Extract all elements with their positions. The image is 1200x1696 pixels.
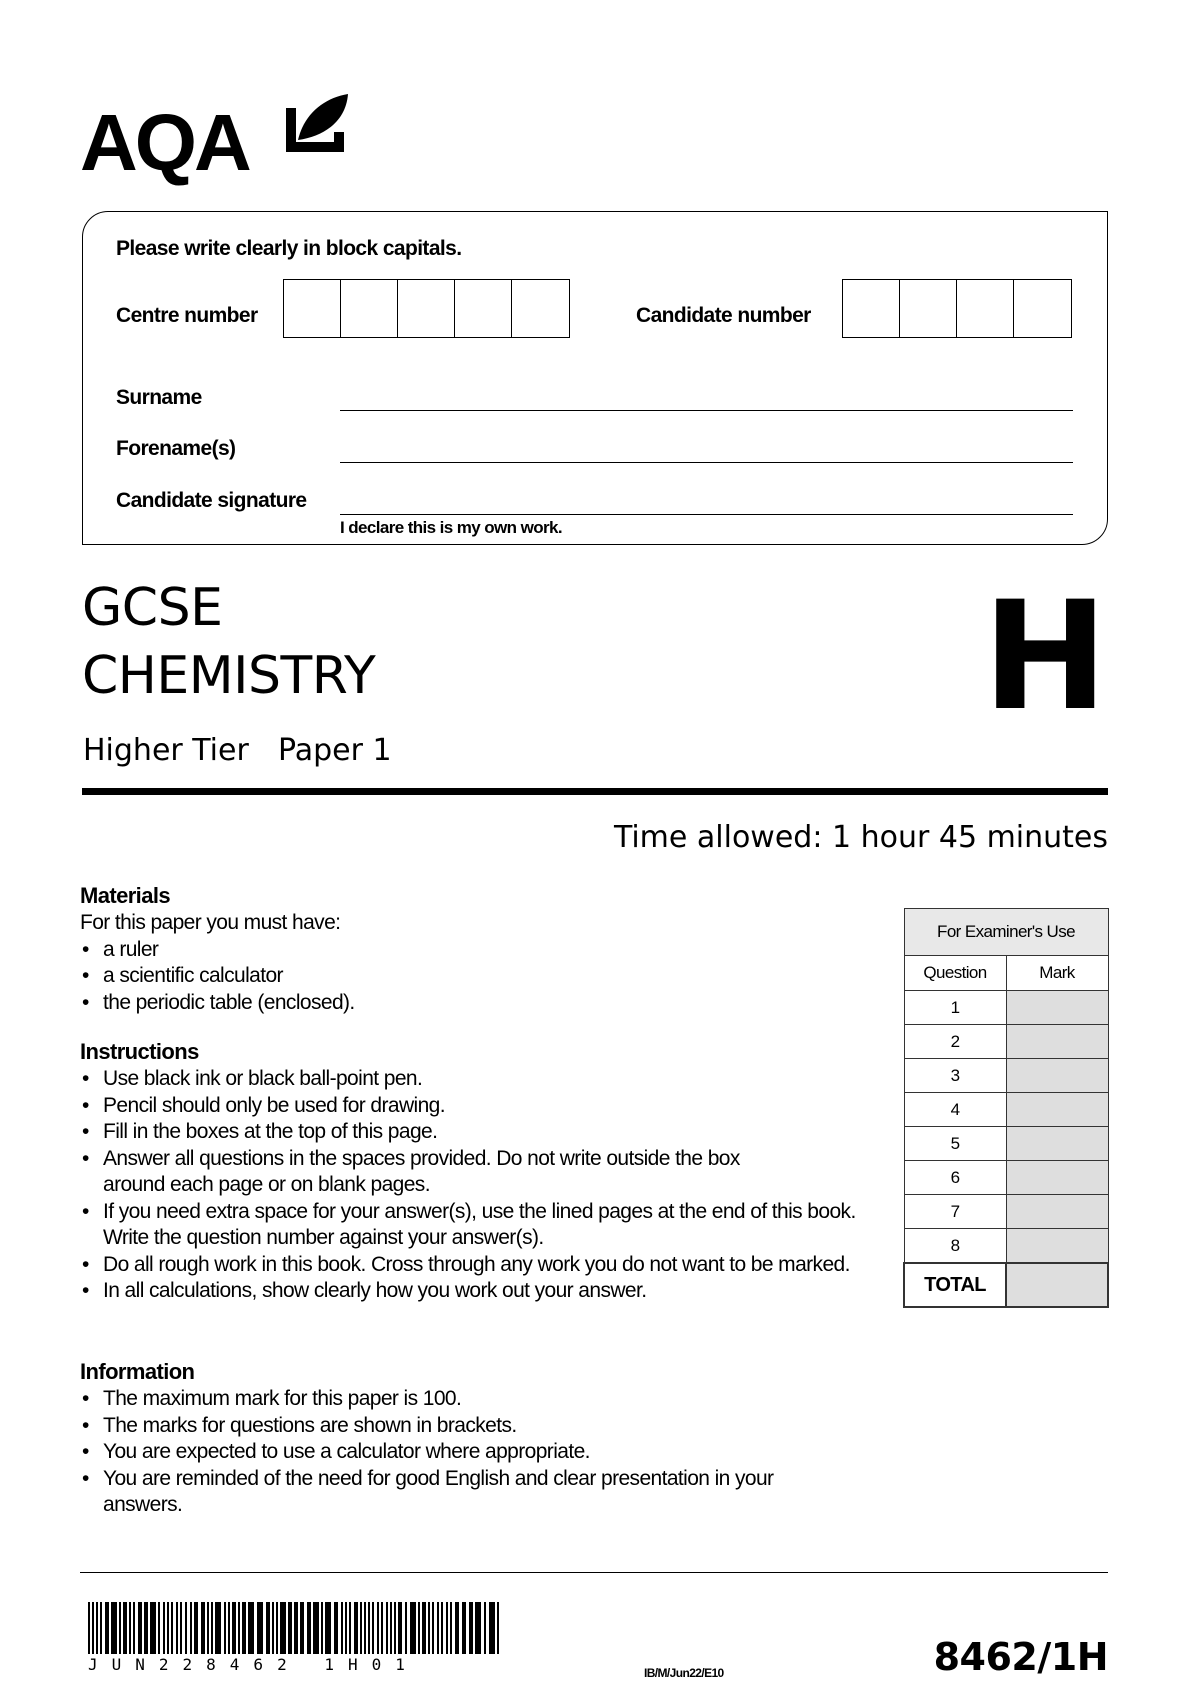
instructions-item: • Use black ink or black ball-point pen. — [80, 1066, 870, 1093]
block-capitals-instruction: Please write clearly in block capitals. — [116, 237, 462, 260]
question-number: 6 — [904, 1161, 1006, 1195]
question-number: 3 — [904, 1059, 1006, 1093]
instructions-item: • Fill in the boxes at the top of this page. — [80, 1119, 870, 1146]
footer-divider — [80, 1572, 1108, 1573]
mark-cell — [1006, 991, 1108, 1025]
mark-cell — [1006, 1161, 1108, 1195]
aqa-logo — [80, 88, 350, 188]
table-row — [904, 991, 1108, 1025]
question-number: 5 — [904, 1127, 1006, 1161]
table-row — [904, 1127, 1108, 1161]
logo-mark-icon — [284, 94, 348, 152]
instructions-item: • If you need extra space for your answer(s), use the lined pages at the end of this book. Write the question number against your answer(s). — [80, 1199, 870, 1252]
forename-label: Forename(s) — [116, 437, 236, 460]
table-row — [904, 1229, 1108, 1264]
instructions-section — [80, 1038, 870, 1305]
paper-label: Paper 1 — [278, 733, 392, 768]
time-allowed: Time allowed: 1 hour 45 minutes — [613, 820, 1108, 855]
examiners-use-table — [903, 908, 1109, 1308]
centre-number-label: Centre number — [116, 304, 258, 327]
instructions-item: • Answer all questions in the spaces provided. Do not write outside the box around each page or on blank pages. — [80, 1146, 803, 1199]
mark-column-header: Mark — [1006, 956, 1108, 991]
information-item: • You are reminded of the need for good English and clear presentation in your answers. — [80, 1466, 803, 1519]
signature-label: Candidate signature — [116, 489, 307, 512]
subject-title: CHEMISTRY — [82, 646, 376, 706]
paper-code: 8462/1H — [933, 1635, 1108, 1679]
logo-text: AQA — [80, 98, 249, 187]
materials-intro: For this paper you must have: — [80, 911, 341, 934]
instructions-heading: Instructions — [80, 1039, 199, 1064]
instructions-item: • Do all rough work in this book. Cross through any work you do not want to be marked. — [80, 1252, 863, 1279]
information-item: • The maximum mark for this paper is 100. — [80, 1386, 820, 1413]
mark-cell — [1006, 1229, 1108, 1264]
mark-cell — [1006, 1127, 1108, 1161]
signature-field[interactable] — [340, 514, 1073, 515]
table-row — [904, 1195, 1108, 1229]
reference-code: IB/M/Jun22/E10 — [644, 1666, 724, 1680]
question-column-header: Question — [904, 956, 1006, 991]
table-row — [904, 1059, 1108, 1093]
tier-letter: H — [982, 570, 1108, 744]
question-number: 8 — [904, 1229, 1006, 1264]
barcode-text: JUN228462 1H01 — [88, 1655, 419, 1674]
materials-heading: Materials — [80, 883, 170, 908]
candidate-number-boxes[interactable] — [842, 279, 1072, 338]
table-row — [904, 1025, 1108, 1059]
centre-number-boxes[interactable] — [283, 279, 570, 338]
table-row — [904, 1093, 1108, 1127]
forename-field[interactable] — [340, 462, 1073, 463]
mark-cell — [1006, 1059, 1108, 1093]
candidate-details-box — [82, 211, 1108, 545]
information-section — [80, 1358, 820, 1519]
information-heading: Information — [80, 1359, 195, 1384]
mark-cell — [1006, 1025, 1108, 1059]
question-number: 2 — [904, 1025, 1006, 1059]
tier-label: Higher Tier — [83, 733, 249, 768]
barcode-icon — [88, 1602, 500, 1654]
question-number: 7 — [904, 1195, 1006, 1229]
total-label: TOTAL — [904, 1263, 1006, 1307]
table-row — [904, 1161, 1108, 1195]
surname-field[interactable] — [340, 410, 1073, 411]
instructions-item: • Pencil should only be used for drawing. — [80, 1093, 870, 1120]
examiners-use-title: For Examiner's Use — [904, 909, 1108, 956]
qualification-title: GCSE — [82, 578, 223, 638]
information-item: • The marks for questions are shown in brackets. — [80, 1413, 820, 1440]
title-divider — [82, 788, 1108, 795]
total-mark-cell — [1006, 1263, 1108, 1307]
materials-item: • a scientific calculator — [80, 963, 880, 990]
candidate-number-label: Candidate number — [636, 304, 811, 327]
declaration-text: I declare this is my own work. — [340, 518, 562, 537]
materials-item: • the periodic table (enclosed). — [80, 990, 880, 1017]
information-item: • You are expected to use a calculator where appropriate. — [80, 1439, 820, 1466]
question-number: 1 — [904, 991, 1006, 1025]
mark-cell — [1006, 1195, 1108, 1229]
mark-cell — [1006, 1093, 1108, 1127]
materials-item: • a ruler — [80, 937, 880, 964]
instructions-item: • In all calculations, show clearly how you work out your answer. — [80, 1278, 870, 1305]
question-number: 4 — [904, 1093, 1006, 1127]
total-row — [904, 1263, 1108, 1307]
surname-label: Surname — [116, 386, 202, 409]
materials-section — [80, 882, 880, 1016]
